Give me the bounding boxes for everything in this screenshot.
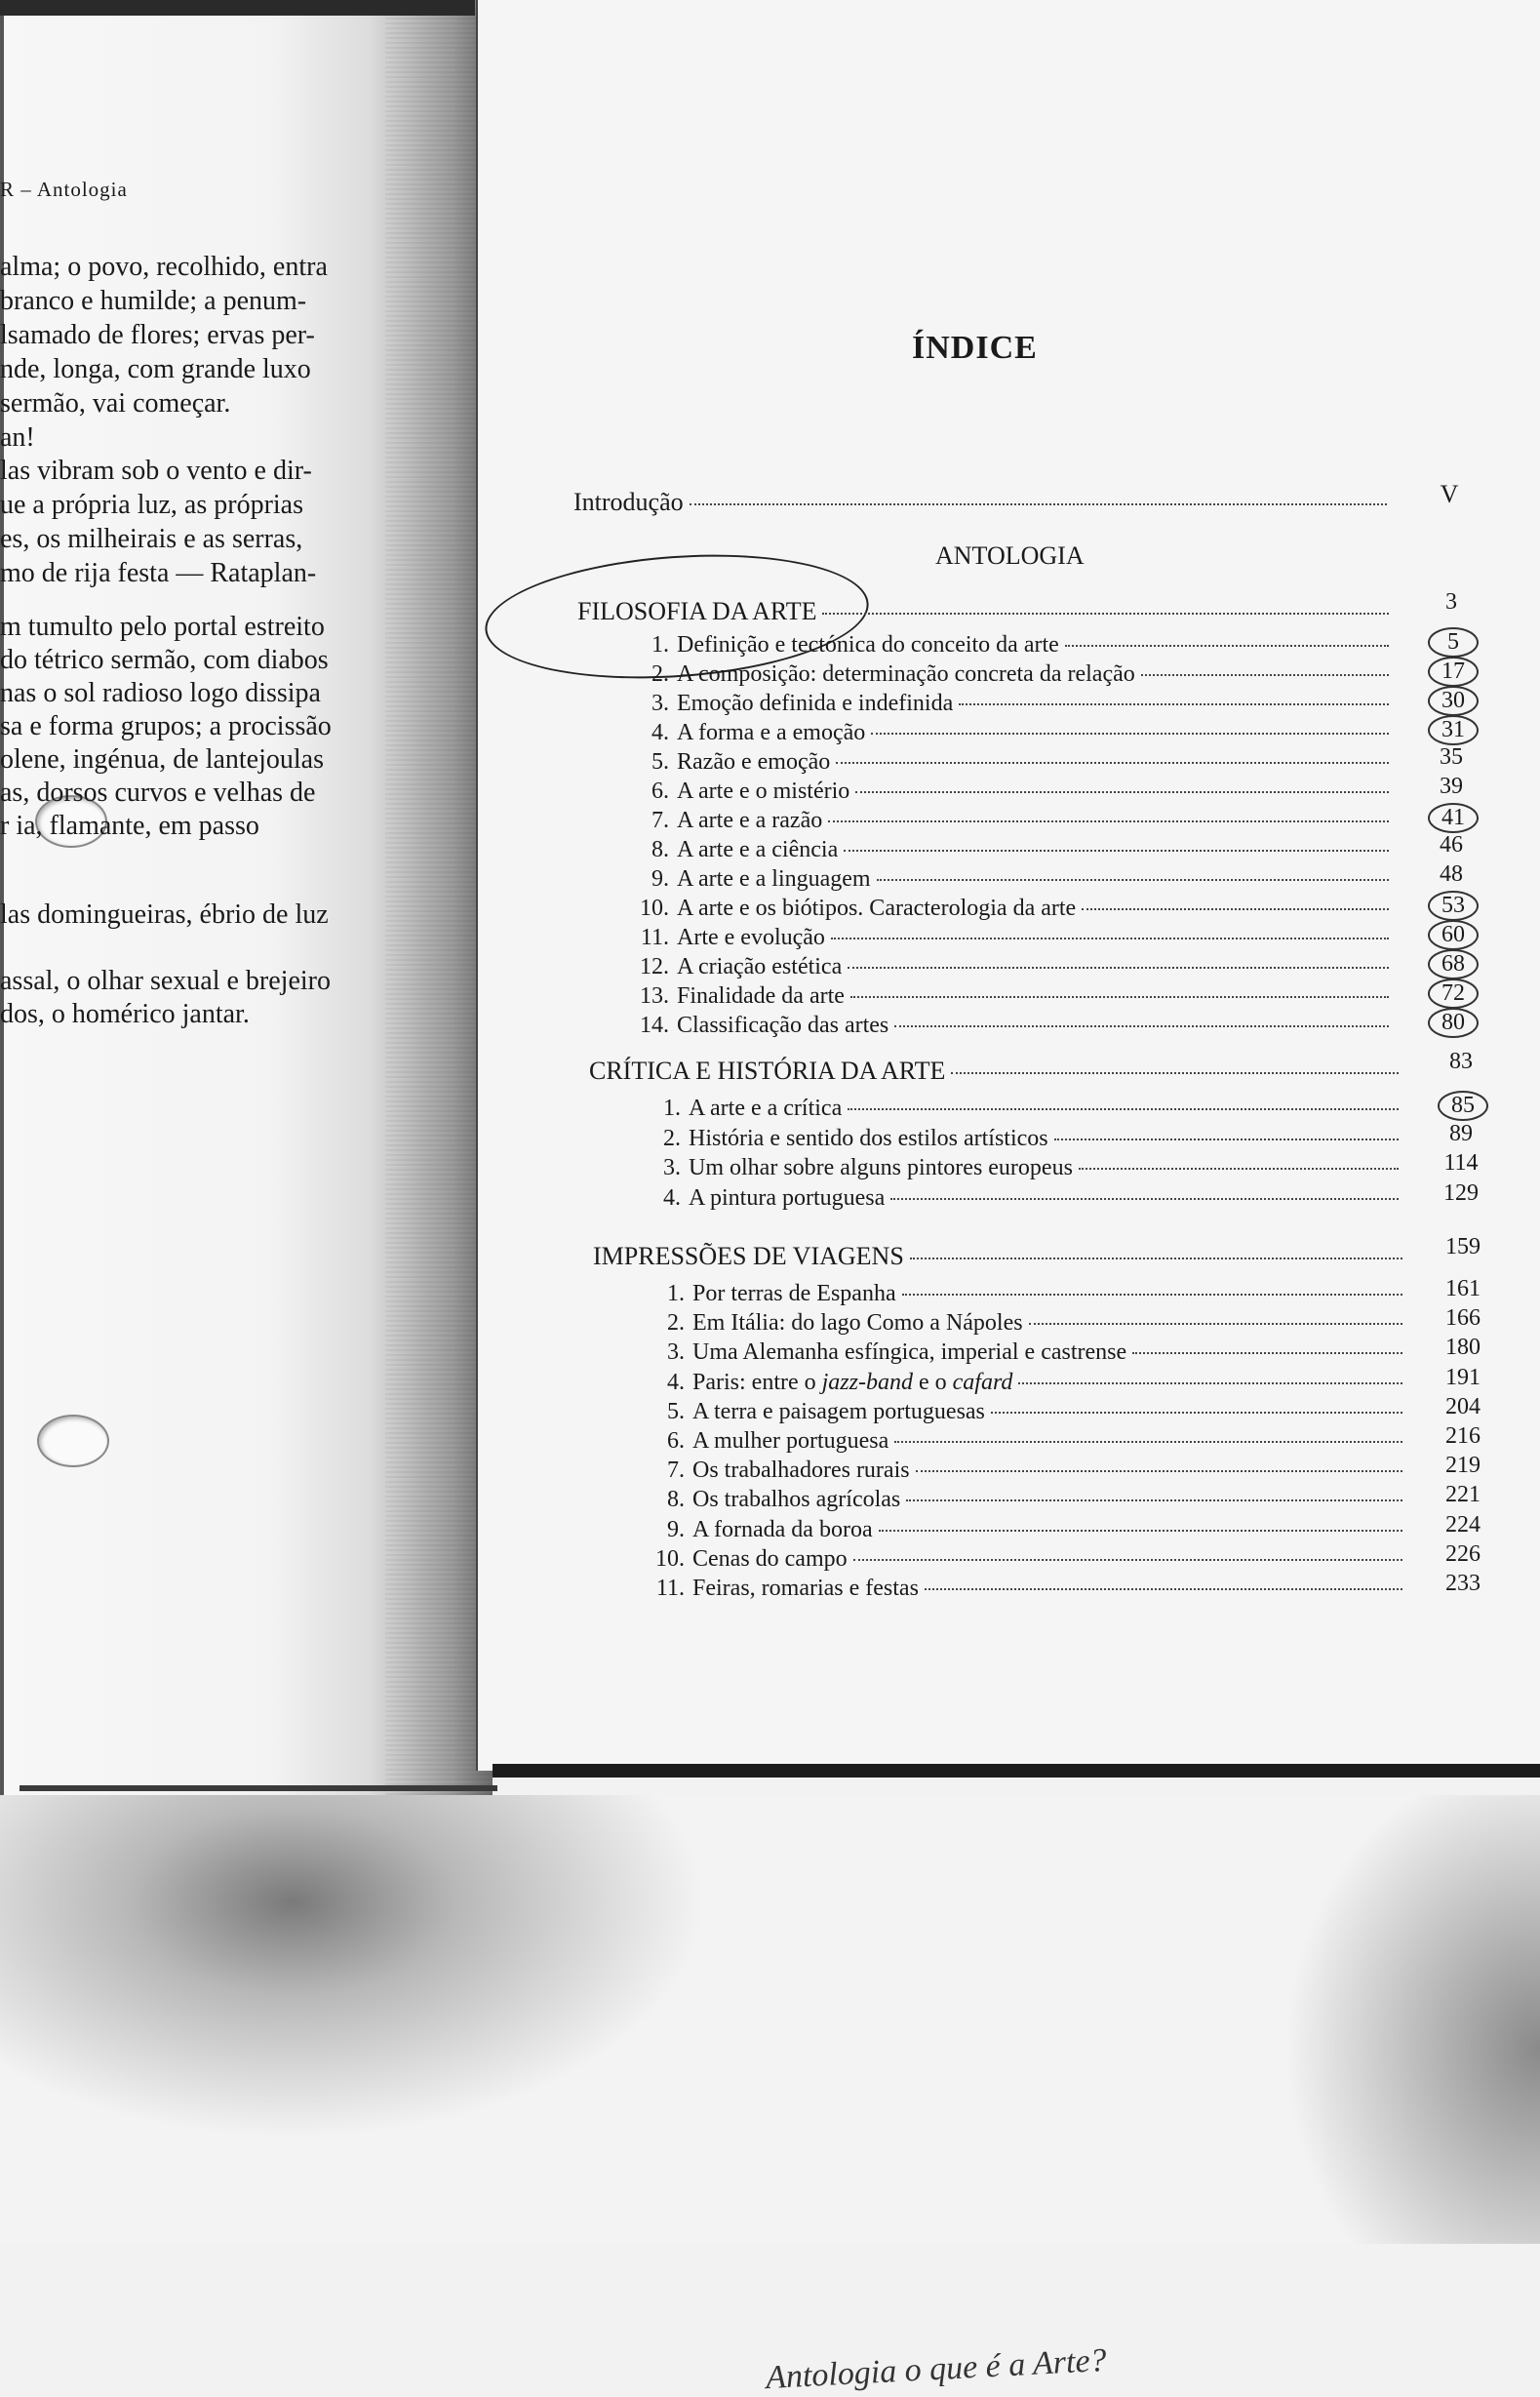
toc-entry [636,837,1395,863]
entry-label-part: e o [912,1370,953,1395]
toc-entry [636,983,1395,1010]
circled-page-number: 80 [1428,1008,1479,1038]
page-number: 224 [1445,1512,1481,1538]
entry-number: 10. [655,1546,685,1572]
entry-number: 2. [663,1126,681,1151]
circled-page-number: 31 [1428,715,1479,745]
left-page-line: as, dorsos curvos e velhas de [0,778,316,808]
entry-number: 2. [652,661,669,687]
intro-label: Introdução [573,488,684,516]
toc-entry [652,1458,1408,1484]
left-page-line: m tumulto pelo portal estreito [0,612,325,642]
leader-dots [1082,908,1389,910]
page-number: 89 [1449,1121,1473,1146]
toc-entry [636,720,1395,746]
left-page-header: R – Antologia [0,178,128,201]
toc-entry [636,661,1395,688]
section-title: IMPRESSÕES DE VIAGENS [593,1242,904,1270]
leader-dots [871,733,1389,735]
left-page-line: lsamado de flores; ervas per- [0,320,315,350]
entry-label: A pintura portuguesa [689,1185,886,1211]
entry-number: 6. [667,1428,685,1454]
index-title: ÍNDICE [912,330,1038,366]
circled-page-number: 60 [1428,920,1479,950]
leader-dots [877,879,1389,881]
left-page-line: sa e forma grupos; a procissão [0,711,332,741]
toc-entry [636,691,1395,717]
circled-page-number: 72 [1428,979,1479,1009]
page-number: 48 [1440,861,1463,887]
toc-entry [652,1487,1408,1513]
scan-top-bar [0,0,475,16]
leader-dots [1018,1382,1402,1384]
toc-entry [652,1281,1408,1307]
leader-dots [836,762,1389,764]
leader-dots [894,1441,1402,1443]
left-page-line: dos, o homérico jantar. [0,999,250,1029]
page-number: 221 [1445,1482,1481,1507]
page-bottom-edge [493,1764,1540,1778]
entry-number: 11. [640,925,669,950]
page-number: 219 [1445,1453,1481,1478]
page-number: 204 [1445,1394,1481,1419]
left-page-line: branco e humilde; a penum- [0,286,307,316]
entry-number: 1. [652,632,669,658]
entry-label-part: jazz-band [821,1370,913,1395]
leader-dots [916,1470,1402,1472]
entry-label: Classificação das artes [677,1013,889,1038]
entry-number: 12. [640,954,669,979]
entry-number: 3. [663,1155,681,1180]
entry-number: 5. [652,749,669,775]
entry-number: 8. [667,1487,685,1512]
entry-number: 4. [663,1185,681,1211]
entry-label: A mulher portuguesa [692,1428,889,1454]
toc-entry [652,1339,1408,1366]
entry-number: 3. [652,691,669,716]
left-page-line: an! [0,422,35,453]
entry-label: A fornada da boroa [692,1517,873,1542]
entry-number: 4. [652,720,669,745]
page-number: 161 [1445,1276,1481,1301]
toc-entry [648,1155,1404,1181]
entry-label: Uma Alemanha esfíngica, imperial e castrense [692,1339,1127,1365]
entry-label: Um olhar sobre alguns pintores europeus [689,1155,1073,1180]
toc-entry [652,1370,1408,1396]
leader-dots [902,1294,1402,1296]
toc-entry [648,1096,1404,1122]
handwritten-note: Antologia o que é a Arte? [765,2341,1108,2397]
entry-label: Cenas do campo [692,1546,848,1572]
page-number: 114 [1443,1150,1479,1176]
leader-dots [1079,1168,1399,1170]
left-page-line: r ia, flamante, em passo [0,811,259,841]
section-heading [577,597,1395,626]
entry-label: A arte e o mistério [677,779,850,804]
entry-number: 10. [640,896,669,921]
toc-entry [648,1185,1404,1212]
left-page-line: las vibram sob o vento e dir- [0,456,312,486]
entry-label: A composição: determinação concreta da relação [677,661,1135,687]
entry-number: 1. [663,1096,681,1121]
left-page-bottom-edge [20,1785,497,1791]
entry-label: A arte e a linguagem [677,866,871,892]
entry-number: 13. [640,983,669,1009]
toc-entry [652,1310,1408,1337]
leader-dots [906,1499,1402,1501]
left-page-line: nas o sol radioso logo dissipa [0,678,321,708]
left-page-line: es, os milheirais e as serras, [0,524,303,554]
leader-dots [850,996,1389,998]
entry-label: A terra e paisagem portuguesas [692,1399,985,1424]
leader-dots [1054,1139,1399,1140]
section-page: 3 [1445,589,1457,615]
entry-number: 7. [652,808,669,833]
entry-number: 1. [667,1281,685,1306]
entry-label: Emoção definida e indefinida [677,691,954,716]
toc-entry [636,866,1395,893]
entry-number: 4. [667,1370,685,1395]
leader-dots [853,1559,1402,1561]
left-page-line: nde, longa, com grande luxo [0,354,311,384]
page-number: 216 [1445,1423,1481,1449]
leader-dots [822,613,1389,615]
left-page-line: sermão, vai começar. [0,388,231,419]
entry-number: 11. [655,1576,685,1601]
entry-label: Em Itália: do lago Como a Nápoles [692,1310,1023,1336]
circled-page-number: 53 [1428,891,1479,921]
entry-number: 7. [667,1458,685,1483]
toc-entry [636,954,1395,980]
leader-dots [959,703,1389,705]
page-number: 191 [1445,1365,1481,1390]
leader-dots [894,1025,1389,1027]
section-title: FILOSOFIA DA ARTE [577,597,817,625]
leader-dots [848,1108,1399,1110]
toc-entry [652,1428,1408,1455]
circled-page-number: 17 [1428,657,1479,687]
section-page: 83 [1449,1049,1473,1074]
toc-entry [648,1126,1404,1152]
left-page-line: assal, o olhar sexual e brejeiro [0,966,331,996]
entry-label: A forma e a emoção [677,720,866,745]
antologia-heading: ANTOLOGIA [935,541,1085,570]
toc-entry [636,1013,1395,1039]
entry-label: Feiras, romarias e festas [692,1576,919,1601]
entry-label: A criação estética [677,954,843,979]
scan-bottom-area [0,1795,1540,2244]
entry-label: A arte e a ciência [677,837,839,862]
leader-dots [690,503,1387,505]
left-page-line: ue a própria luz, as próprias [0,490,303,520]
toc-entry [636,749,1395,776]
toc-entry [652,1546,1408,1573]
entry-number: 2. [667,1310,685,1336]
entry-label: Por terras de Espanha [692,1281,896,1306]
section-title: CRÍTICA E HISTÓRIA DA ARTE [589,1057,946,1085]
toc-entry [652,1517,1408,1543]
entry-label: História e sentido dos estilos artísticos [689,1126,1048,1151]
leader-dots [890,1198,1399,1200]
page-number: 233 [1445,1571,1481,1596]
leader-dots [1065,645,1389,647]
entry-label: Os trabalhos agrícolas [692,1487,901,1512]
toc-entry [636,896,1395,922]
section-heading [593,1242,1408,1271]
entry-label: A arte e a razão [677,808,823,833]
entry-number: 3. [667,1339,685,1365]
entry-label [692,1370,1012,1396]
toc-entry [652,1576,1408,1602]
entry-label: Finalidade da arte [677,983,845,1009]
toc-entry [636,808,1395,834]
section-page: 159 [1445,1234,1481,1259]
intro-page: V [1440,480,1459,508]
left-page-line: olene, ingénua, de lantejoulas [0,744,324,775]
toc-entry [636,779,1395,805]
circled-page-number: 85 [1438,1091,1488,1121]
entry-label: A arte e os biótipos. Caracterologia da arte [677,896,1077,921]
entry-label-part: cafard [952,1370,1013,1395]
section-heading [589,1057,1404,1086]
entry-number: 5. [667,1399,685,1424]
entry-number: 9. [667,1517,685,1542]
leader-dots [1132,1352,1402,1354]
leader-dots [951,1072,1399,1074]
entry-number: 8. [652,837,669,862]
leader-dots [848,967,1389,969]
punch-hole-bottom [37,1415,109,1467]
left-page-line: do tétrico sermão, com diabos [0,645,329,675]
page-number: 39 [1440,774,1463,799]
leader-dots [910,1258,1402,1259]
leader-dots [855,791,1389,793]
entry-label: Os trabalhadores rurais [692,1458,910,1483]
entry-label-part: Paris: entre o [692,1370,822,1395]
page-number: 180 [1445,1335,1481,1360]
entry-number: 9. [652,866,669,892]
circled-page-number: 30 [1428,686,1479,716]
circled-page-number: 68 [1428,949,1479,979]
page-number: 129 [1443,1180,1479,1206]
leader-dots [828,820,1389,822]
page-number: 226 [1445,1541,1481,1567]
page-number: 46 [1440,832,1463,858]
entry-number: 6. [652,779,669,804]
page-number: 35 [1440,744,1463,770]
leader-dots [1029,1323,1402,1325]
leader-dots [991,1412,1402,1414]
intro-row [573,488,1393,517]
leader-dots [1141,674,1389,676]
entry-label: A arte e a crítica [689,1096,843,1121]
toc-entry [636,925,1395,951]
entry-number: 14. [640,1013,669,1038]
entry-label: Arte e evolução [677,925,825,950]
toc-entry [652,1399,1408,1425]
circled-page-number: 41 [1428,803,1479,833]
toc-entry [636,632,1395,659]
entry-label: Razão e emoção [677,749,831,775]
page-number: 166 [1445,1305,1481,1331]
leader-dots [831,938,1389,939]
left-page-line: alma; o povo, recolhido, entra [0,252,328,282]
circled-page-number: 5 [1428,627,1479,658]
leader-dots [844,850,1389,852]
leader-dots [879,1530,1402,1532]
entry-label: Definição e tectónica do conceito da arte [677,632,1059,658]
left-page-line: las domingueiras, ébrio de luz [0,899,329,930]
left-page-line: mo de rija festa — Rataplan- [0,558,317,588]
leader-dots [925,1588,1402,1590]
